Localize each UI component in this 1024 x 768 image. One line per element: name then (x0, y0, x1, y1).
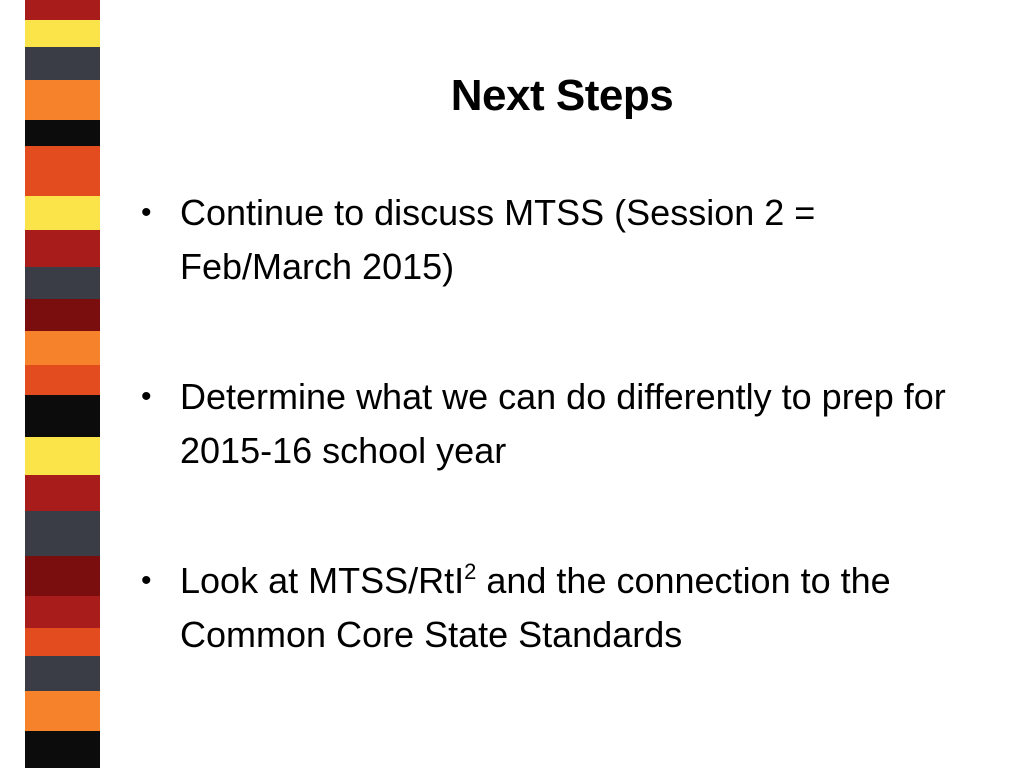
stripe-band (25, 365, 100, 395)
decorative-stripe-bar (25, 0, 100, 768)
bullet-text-part: Look at MTSS/RtI (180, 560, 465, 601)
bullet-dot-icon: • (141, 564, 152, 597)
bullet-list (138, 186, 978, 738)
stripe-band (25, 299, 100, 331)
bullet-text: Determine what we can do differently to prep for 2015-16 school year (180, 376, 946, 471)
bullet-dot-icon: • (141, 196, 152, 229)
stripe-band (25, 267, 100, 299)
stripe-band (25, 511, 100, 556)
stripe-band (25, 230, 100, 267)
stripe-band (25, 395, 100, 437)
stripe-band (25, 596, 100, 628)
bullet-text: Continue to discuss MTSS (Session 2 = Feb/March 2015) (180, 192, 816, 287)
stripe-band (25, 0, 100, 20)
stripe-band (25, 120, 100, 146)
stripe-band (25, 331, 100, 365)
stripe-band (25, 437, 100, 475)
bullet-text (180, 560, 891, 655)
stripe-band (25, 691, 100, 731)
stripe-band (25, 20, 100, 47)
superscript: 2 (464, 559, 477, 584)
bullet-item (138, 554, 978, 662)
stripe-band (25, 731, 100, 768)
bullet-dot-icon: • (141, 380, 152, 413)
stripe-band (25, 475, 100, 511)
bullet-text-part: and the connection to the Common Core State Standards (180, 560, 891, 655)
stripe-band (25, 656, 100, 691)
bullet-item (138, 370, 978, 478)
stripe-band (25, 196, 100, 230)
stripe-band (25, 80, 100, 120)
stripe-band (25, 146, 100, 196)
stripe-band (25, 628, 100, 656)
slide-title: Next Steps (450, 71, 674, 120)
stripe-band (25, 556, 100, 596)
stripe-band (25, 47, 100, 80)
bullet-item (138, 186, 978, 294)
